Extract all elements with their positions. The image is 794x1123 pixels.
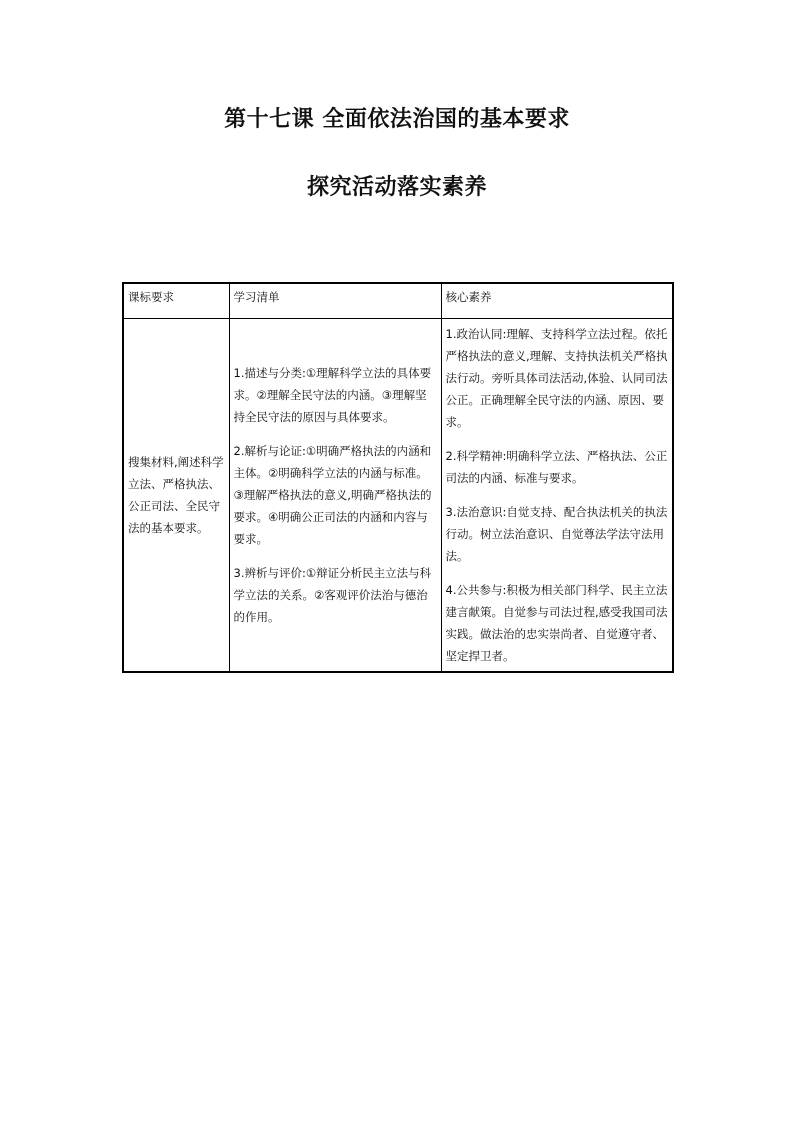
core-item-2: 2.科学精神:明确科学立法、严格执法、公正司法的内涵、标准与要求。 [445,449,668,485]
page-title: 第十七课 全面依法治国的基本要求 [224,107,570,132]
curriculum-table [122,282,674,673]
table-header-row [123,283,673,319]
study-item-3: 3.辨析与评价:①辩证分析民主立法与科学立法的关系。②客观评价法治与德治的作用。 [233,566,432,624]
page-subtitle: 探究活动落实素养 [306,175,487,200]
column-header-requirement: 课标要求 [123,283,229,319]
study-list-cell [229,319,441,673]
core-literacy-cell [441,319,673,673]
core-item-3: 3.法治意识:自觉支持、配合执法机关的执法行动。树立法治意识、自觉尊法学法守法用法。 [445,505,668,563]
requirement-cell [123,319,229,673]
column-header-core-literacy: 核心素养 [441,283,673,319]
study-item-1: 1.描述与分类:①理解科学立法的具体要求。②理解全民守法的内涵。③理解坚持全民守法的原因与具体要求。 [233,366,432,424]
column-header-study-list: 学习清单 [229,283,441,319]
core-item-1: 1.政治认同:理解、支持科学立法过程。依托严格执法的意义,理解、支持执法机关严格执法行动。旁听具体司法活动,体验、认同司法公正。正确理解全民守法的内涵、原因、要求。 [445,327,668,429]
study-item-2: 2.解析与论证:①明确严格执法的内涵和主体。②明确科学立法的内涵与标准。③理解严格执法的意义,明确严格执法的要求。④明确公正司法的内涵和内容与要求。 [233,444,432,546]
requirement-text: 搜集材料,阐述科学立法、严格执法、公正司法、全民守法的基本要求。 [128,455,224,535]
table-row [123,319,673,673]
core-item-4: 4.公共参与:积极为相关部门科学、民主立法建言献策。自觉参与司法过程,感受我国司法实践。做法治的忠实崇尚者、自觉遵守者、坚定捍卫者。 [445,583,668,663]
